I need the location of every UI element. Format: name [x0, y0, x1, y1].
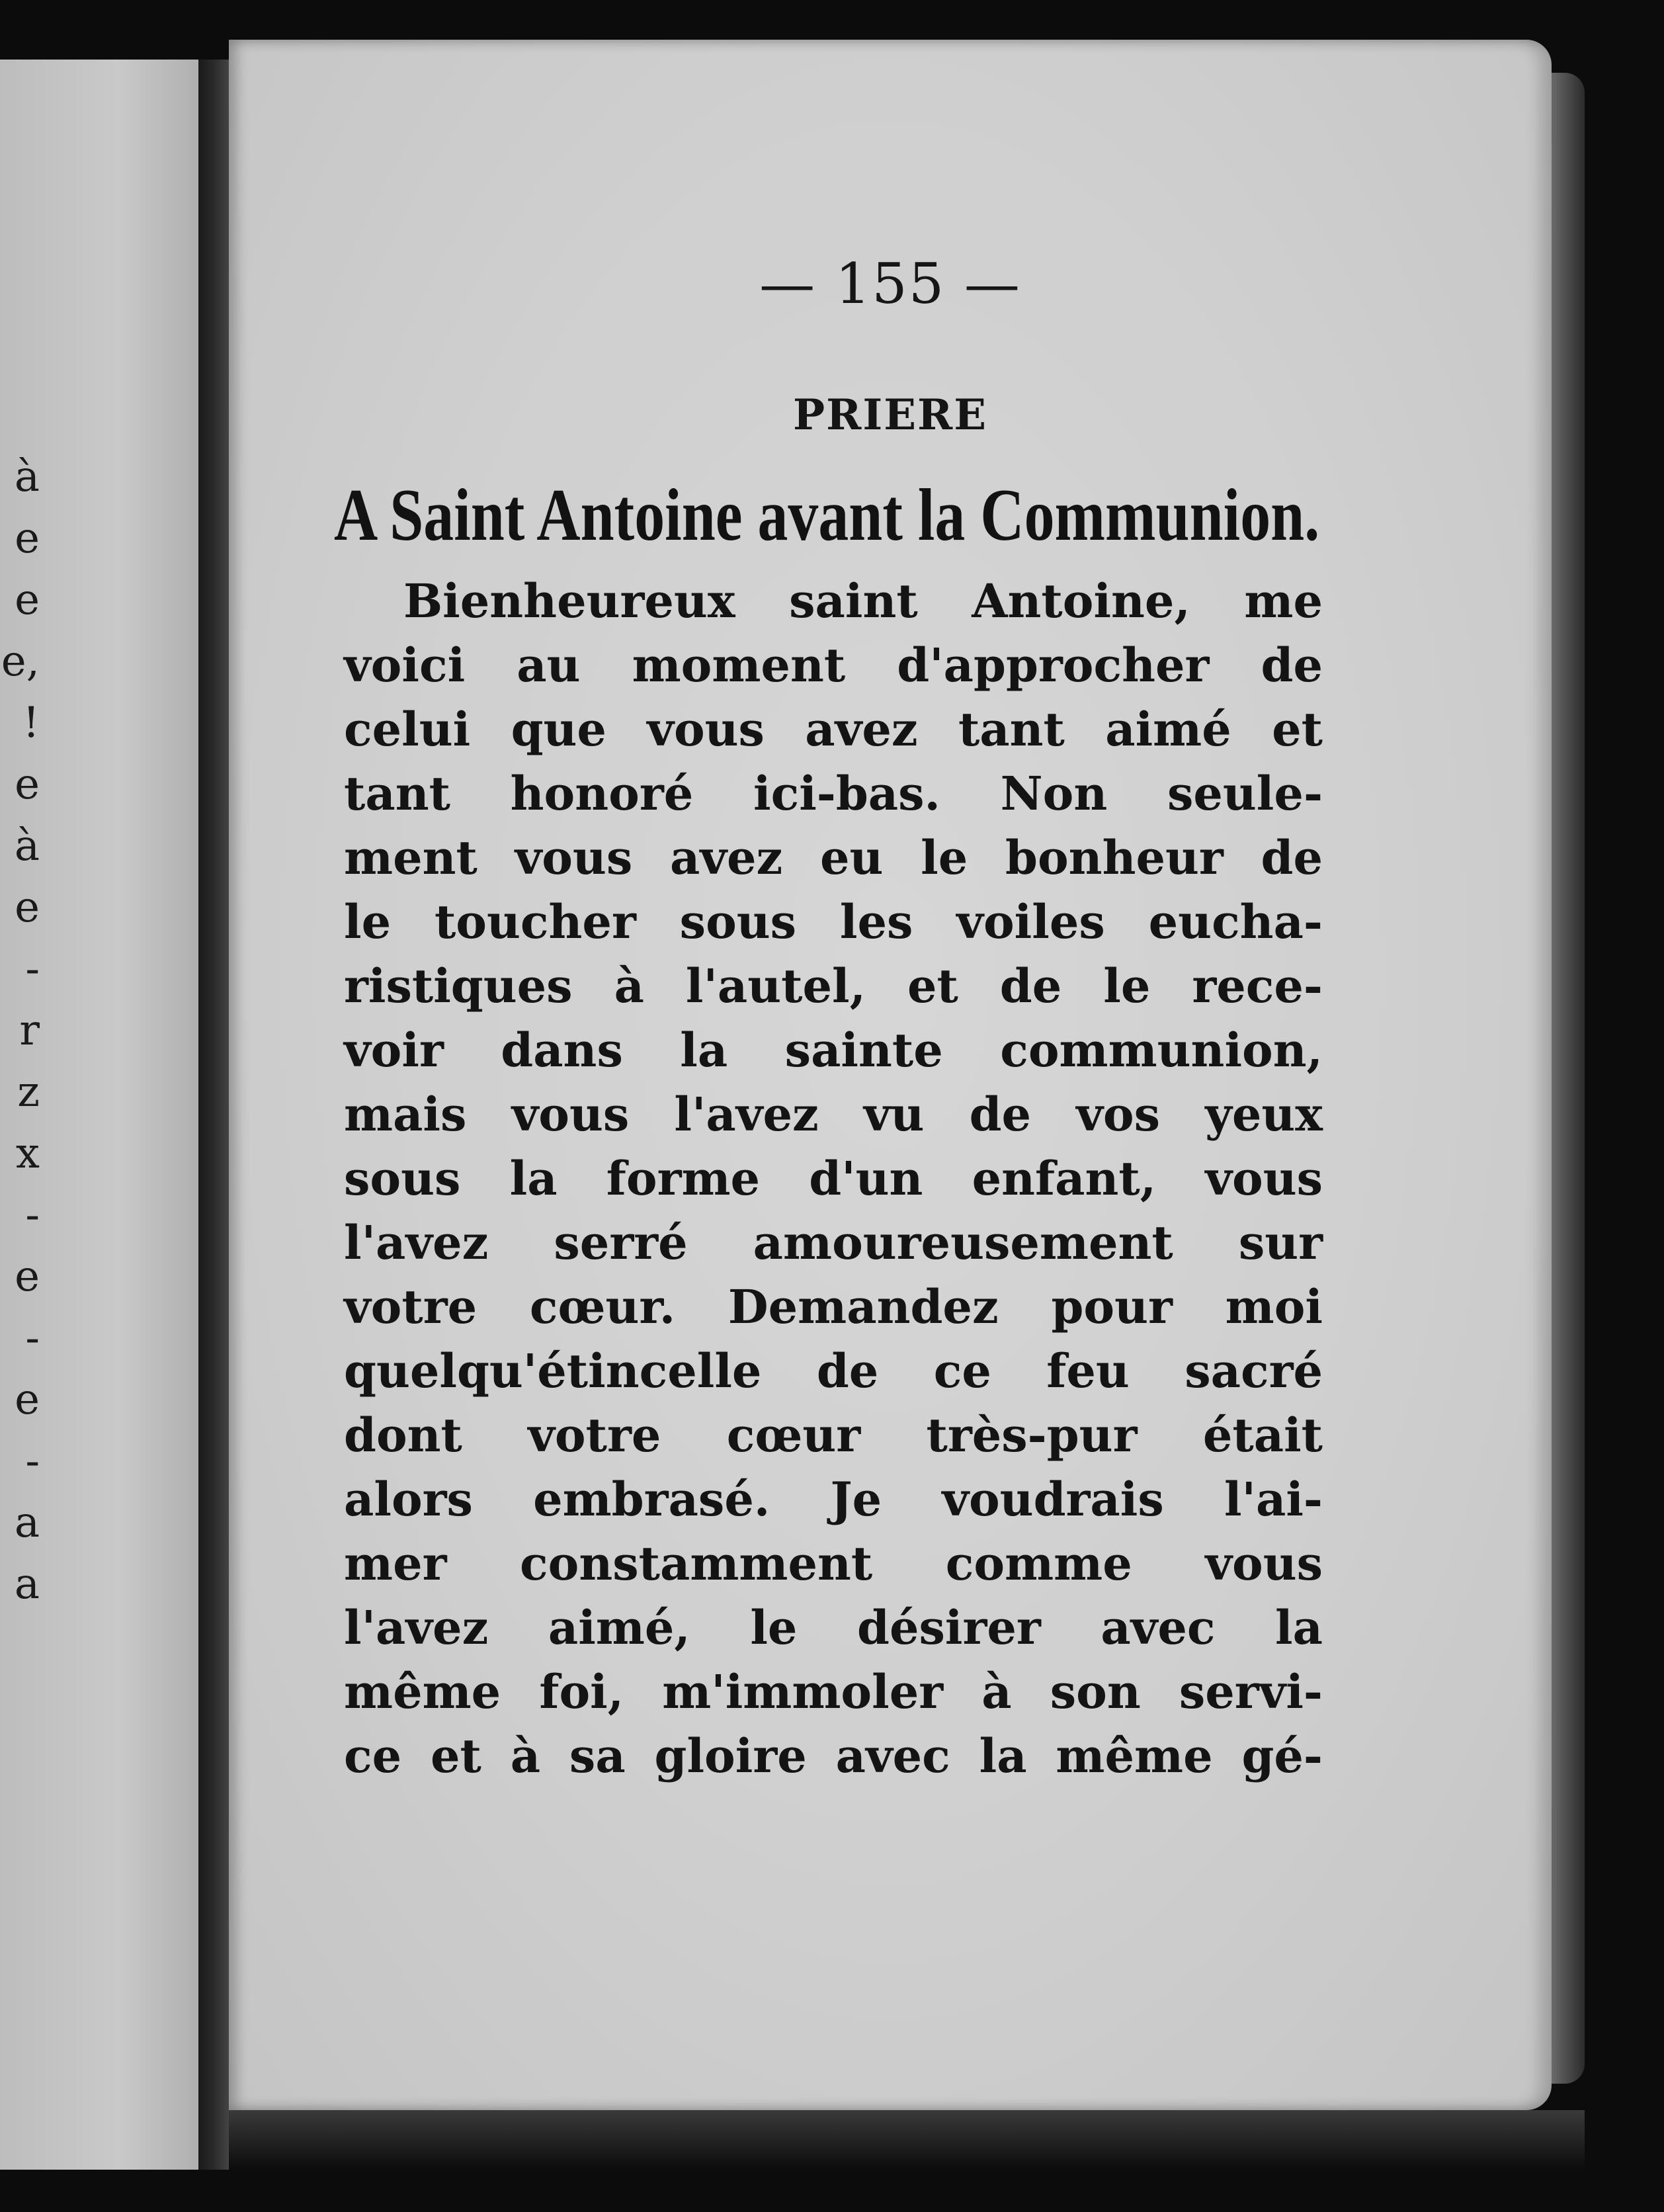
left-margin-letter: e: [15, 1252, 40, 1301]
left-margin-letter: a: [14, 1560, 40, 1609]
text-line: ment vous avez eu le bonheur de: [344, 830, 1323, 885]
left-margin-letter: -: [25, 1314, 40, 1363]
text-line: tant honoré ici-bas. Non seule-: [344, 766, 1323, 821]
left-margin-letter: e: [15, 575, 40, 624]
text-line: ce et à sa gloire avec la même gé-: [344, 1728, 1323, 1783]
text-line: même foi, m'immoler à son servi-: [344, 1664, 1323, 1719]
text-line: mer constamment comme vous: [344, 1536, 1323, 1591]
text-line: dont votre cœur très-pur était: [344, 1408, 1323, 1463]
left-margin-letter: à: [14, 822, 40, 871]
left-margin-letter: -: [25, 1191, 40, 1240]
text-line: ristiques à l'autel, et de le rece-: [344, 958, 1323, 1013]
bottom-shadow: [229, 2110, 1585, 2170]
left-margin-letter: à: [14, 452, 40, 501]
text-line: alors embrasé. Je voudrais l'ai-: [344, 1472, 1323, 1527]
text-line: voici au moment d'approcher de: [344, 638, 1323, 693]
left-margin-letter: a: [14, 1498, 40, 1547]
left-margin-letter: e: [15, 760, 40, 809]
left-margin-letter: r: [19, 1006, 40, 1055]
text-line: l'avez serré amoureusement sur: [344, 1215, 1323, 1270]
left-margin-letter: -: [25, 1437, 40, 1486]
text-line: le toucher sous les voiles eucha-: [344, 894, 1323, 949]
text-line: celui que vous avez tant aimé et: [344, 702, 1323, 757]
prayer-subheading: A Saint Antoine avant la Communion.: [334, 474, 1320, 556]
left-margin-letter: e: [15, 514, 40, 563]
left-page-cut-off-text: [0, 447, 40, 1615]
left-margin-letter: -: [25, 945, 40, 994]
left-margin-letter: e: [15, 1375, 40, 1424]
text-line: mais vous l'avez vu de vos yeux: [344, 1087, 1323, 1142]
left-margin-letter: !: [22, 699, 40, 747]
book-gutter-shadow: [198, 60, 229, 2170]
page-edge: [1552, 73, 1585, 2084]
prayer-body: [344, 569, 1323, 1788]
left-facing-page: [0, 60, 198, 2170]
left-margin-letter: z: [17, 1068, 40, 1117]
text-line: sous la forme d'un enfant, vous: [344, 1151, 1323, 1206]
left-margin-letter: e: [15, 883, 40, 932]
text-line: Bienheureux saint Antoine, me: [403, 574, 1323, 628]
text-line: quelqu'étincelle de ce feu sacré: [344, 1343, 1323, 1398]
prayer-heading: PRIERE: [793, 390, 987, 440]
left-margin-letter: e,: [1, 637, 40, 686]
text-line: voir dans la sainte communion,: [344, 1023, 1323, 1078]
text-line: l'avez aimé, le désirer avec la: [344, 1600, 1323, 1655]
page-number: — 155 —: [759, 251, 1021, 316]
left-margin-letter: x: [15, 1129, 40, 1178]
text-line: votre cœur. Demandez pour moi: [344, 1279, 1323, 1334]
